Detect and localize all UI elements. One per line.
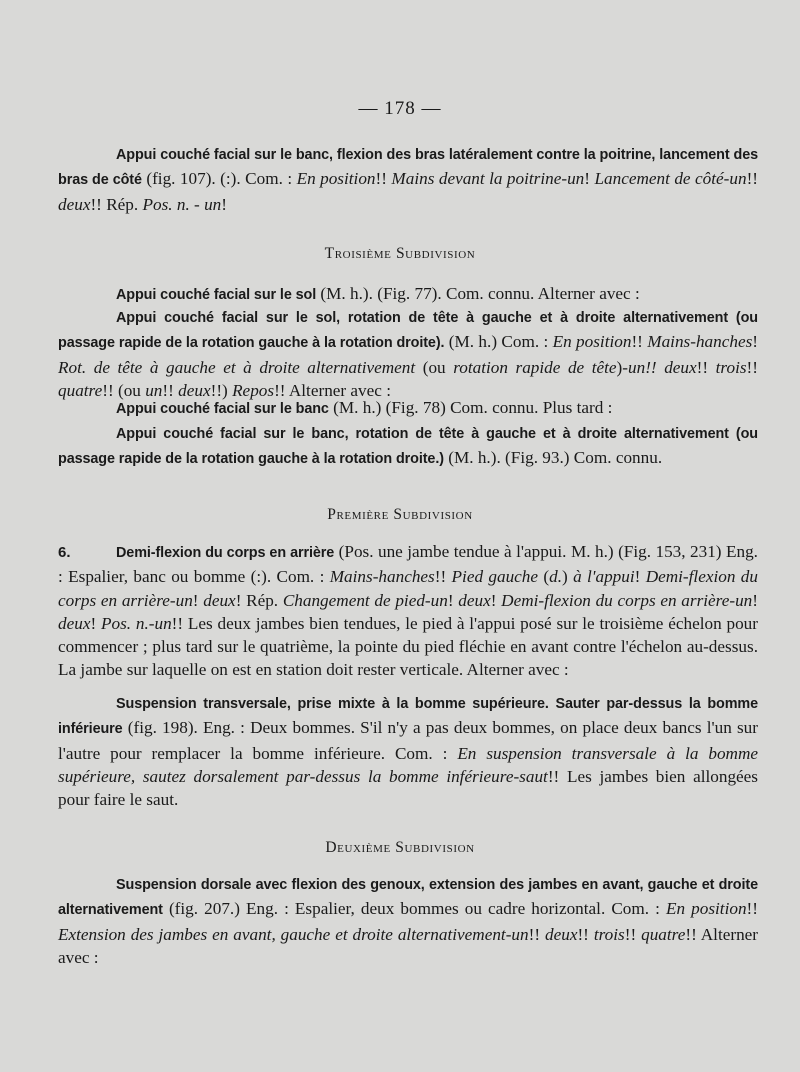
section-heading: Deuxième Subdivision: [325, 839, 475, 856]
exercise-title: Appui couché facial sur le banc: [116, 401, 329, 417]
exercise-title: Appui couché facial sur le banc, rotation de tête à gauche et à droite alternativement (ou passage rapide de la rotation gauche à la rotation droite.): [58, 426, 758, 468]
section-heading: Troisième Subdivision: [324, 245, 476, 262]
exercise-title: Appui couché facial sur le sol, rotation de tête à gauche et à droite alternativement (ou passage rapide de la rotation gauche à la rotation droite).: [58, 310, 758, 352]
exercise-title: Demi-flexion du corps en arrière: [116, 545, 335, 561]
exercise-title: Appui couché facial sur le sol: [116, 287, 317, 303]
exercise-paragraph: 6. Demi-flexion du corps en arrière (Pos. une jambe tendue à l'appui. M. h.) (Fig. 153, 231) Eng. : Espalier, banc ou bomme (:). Com. : Mains-hanches!! Pied gauche (d.) à l'appui! Demi-flexion du corps en arrière-un! deux! Rép. Changement de pied-un! deux! Demi-flexion du corps en arrière-un! deux! Pos. n.-un!! Les deux jambes bien tendues, le pied à l'appui posé sur le troisième échelon pour commencer ; plus tard sur le quatrième, la pointe du pied fléchie en avant contre l'échelon au-dessus. La jambe sur laquelle on est en station doit rester verticale. Alterner avec :: [58, 542, 758, 680]
page-number: — 178 —: [358, 98, 442, 119]
exercise-paragraph: Appui couché facial sur le banc, flexion des bras latéralement contre la poitrine, lancement des bras de côté (fig. 107). (:). Com. : En position!! Mains devant la poitrine-un! Lancement de côté-un!! deux!! Rép. Pos. n. - un!: [58, 147, 759, 214]
exercise-title: Suspension transversale, prise mixte à la bomme supérieure. Sauter par-dessus la bomme inférieure: [58, 696, 758, 738]
section-heading: Première Subdivision: [327, 506, 473, 523]
exercise-number: 6.: [58, 544, 71, 561]
exercise-paragraph: Appui couché facial sur le sol, rotation de tête à gauche et à droite alternativement (ou passage rapide de la rotation gauche à la rotation droite). (M. h.) Com. : En position!! Mains-hanches! Rot. de tête à gauche et à droite alternativement (ou rotation rapide de tête)-un!! deux!! trois!! quatre!! (ou un!! deux!!) Repos!! Alterner avec :: [58, 310, 759, 400]
exercise-paragraph: Appui couché facial sur le banc (M. h.) (Fig. 78) Com. connu. Plus tard :: [116, 398, 613, 417]
exercise-paragraph: Suspension transversale, prise mixte à la bomme supérieure. Sauter par-dessus la bomme inférieure (fig. 198). Eng. : Deux bommes. S'il n'y a pas deux bommes, on place deux bancs l'un sur l'autre pour remplacer la bomme inférieure. Com. : En suspension transversale à la bomme supérieure, sautez dorsalement par-dessus la bomme inférieure-saut!! Les jambes bien allongées pour faire le saut.: [58, 696, 758, 810]
exercise-paragraph: Appui couché facial sur le sol (M. h.). (Fig. 77). Com. connu. Alterner avec :: [116, 284, 640, 303]
exercise-title: Suspension dorsale avec flexion des genoux, extension des jambes en avant, gauche et droite alternativement: [58, 877, 758, 919]
exercise-paragraph: Suspension dorsale avec flexion des genoux, extension des jambes en avant, gauche et droite alternativement (fig. 207.) Eng. : Espalier, deux bommes ou cadre horizontal. Com. : En position!! Extension des jambes en avant, gauche et droite alternativement-un!! deux!! trois!! quatre!! Alterner avec :: [58, 877, 759, 967]
exercise-title: Appui couché facial sur le banc, flexion des bras latéralement contre la poitrine, lancement des bras de côté: [58, 147, 758, 189]
exercise-paragraph: Appui couché facial sur le banc, rotation de tête à gauche et à droite alternativement (ou passage rapide de la rotation gauche à la rotation droite.) (M. h.). (Fig. 93.) Com. connu.: [58, 426, 758, 468]
